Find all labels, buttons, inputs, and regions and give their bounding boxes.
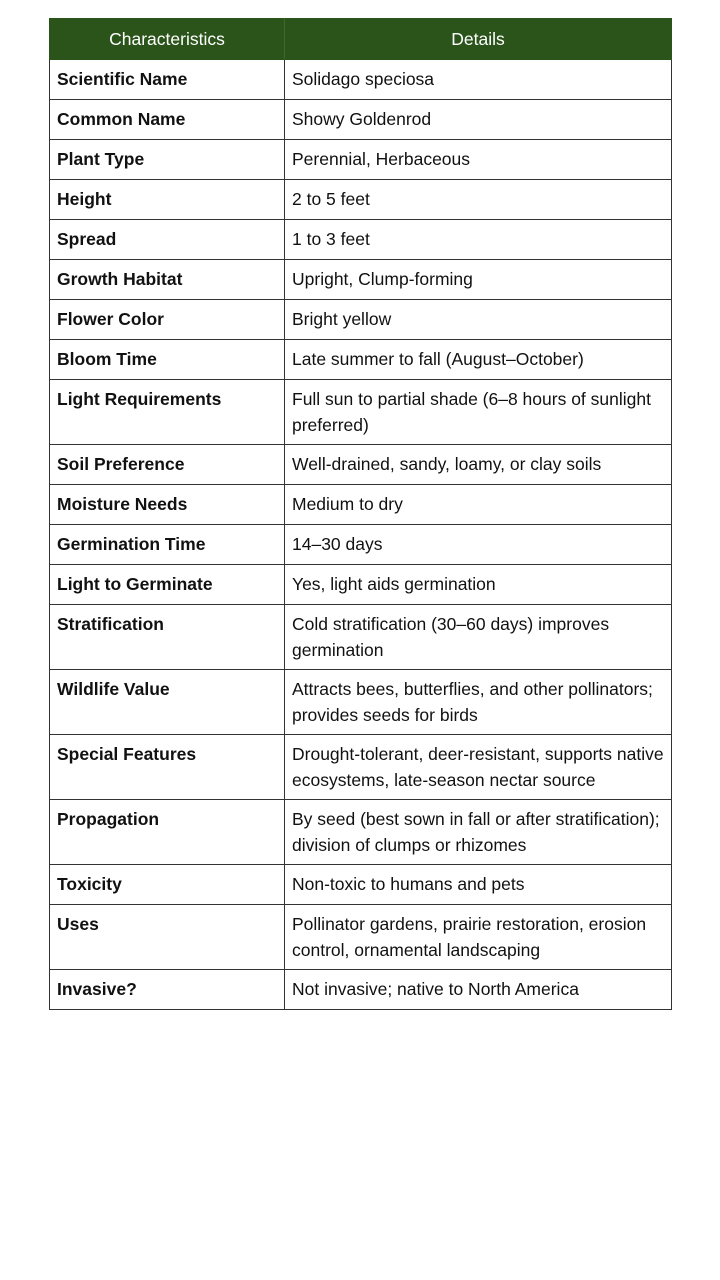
row-label: Special Features [50, 735, 285, 800]
row-value: 14–30 days [285, 525, 672, 565]
row-value: Solidago speciosa [285, 60, 672, 100]
row-label: Common Name [50, 100, 285, 140]
row-value: Non-toxic to humans and pets [285, 865, 672, 905]
row-value: 2 to 5 feet [285, 180, 672, 220]
table-row [50, 140, 672, 180]
table-row [50, 865, 672, 905]
row-label: Propagation [50, 800, 285, 865]
details-column-header: Details [285, 19, 672, 60]
row-value: Attracts bees, butterflies, and other pollinators; provides seeds for birds [285, 670, 672, 735]
row-value: Not invasive; native to North America [285, 970, 672, 1010]
row-label: Flower Color [50, 300, 285, 340]
table-row [50, 670, 672, 735]
row-value: By seed (best sown in fall or after stratification); division of clumps or rhizomes [285, 800, 672, 865]
row-label: Toxicity [50, 865, 285, 905]
row-value: 1 to 3 feet [285, 220, 672, 260]
characteristics-column-header: Characteristics [50, 19, 285, 60]
row-value: Bright yellow [285, 300, 672, 340]
table-row [50, 300, 672, 340]
row-value: Upright, Clump-forming [285, 260, 672, 300]
row-label: Scientific Name [50, 60, 285, 100]
row-label: Growth Habitat [50, 260, 285, 300]
table-row [50, 800, 672, 865]
row-value: Yes, light aids germination [285, 565, 672, 605]
table-header-row [50, 19, 672, 60]
row-value: Pollinator gardens, prairie restoration, erosion control, ornamental landscaping [285, 905, 672, 970]
table-row [50, 220, 672, 260]
table-row [50, 445, 672, 485]
table-row [50, 525, 672, 565]
row-value: Perennial, Herbaceous [285, 140, 672, 180]
table-row [50, 380, 672, 445]
table-row [50, 180, 672, 220]
row-value: Drought-tolerant, deer-resistant, supports native ecosystems, late-season nectar source [285, 735, 672, 800]
row-label: Invasive? [50, 970, 285, 1010]
row-value: Full sun to partial shade (6–8 hours of sunlight preferred) [285, 380, 672, 445]
row-label: Bloom Time [50, 340, 285, 380]
table-row [50, 970, 672, 1010]
row-value: Showy Goldenrod [285, 100, 672, 140]
row-label: Wildlife Value [50, 670, 285, 735]
row-label: Spread [50, 220, 285, 260]
table-row [50, 260, 672, 300]
table-row [50, 340, 672, 380]
table-row [50, 485, 672, 525]
row-label: Light to Germinate [50, 565, 285, 605]
row-label: Moisture Needs [50, 485, 285, 525]
row-label: Uses [50, 905, 285, 970]
table-row [50, 905, 672, 970]
row-label: Stratification [50, 605, 285, 670]
table-row [50, 605, 672, 670]
row-label: Germination Time [50, 525, 285, 565]
row-value: Medium to dry [285, 485, 672, 525]
table-row [50, 100, 672, 140]
row-label: Soil Preference [50, 445, 285, 485]
row-label: Height [50, 180, 285, 220]
row-label: Light Requirements [50, 380, 285, 445]
table-row [50, 565, 672, 605]
row-value: Cold stratification (30–60 days) improves germination [285, 605, 672, 670]
row-value: Late summer to fall (August–October) [285, 340, 672, 380]
table-row [50, 60, 672, 100]
table-row [50, 735, 672, 800]
row-label: Plant Type [50, 140, 285, 180]
row-value: Well-drained, sandy, loamy, or clay soils [285, 445, 672, 485]
plant-characteristics-table [49, 18, 672, 1010]
